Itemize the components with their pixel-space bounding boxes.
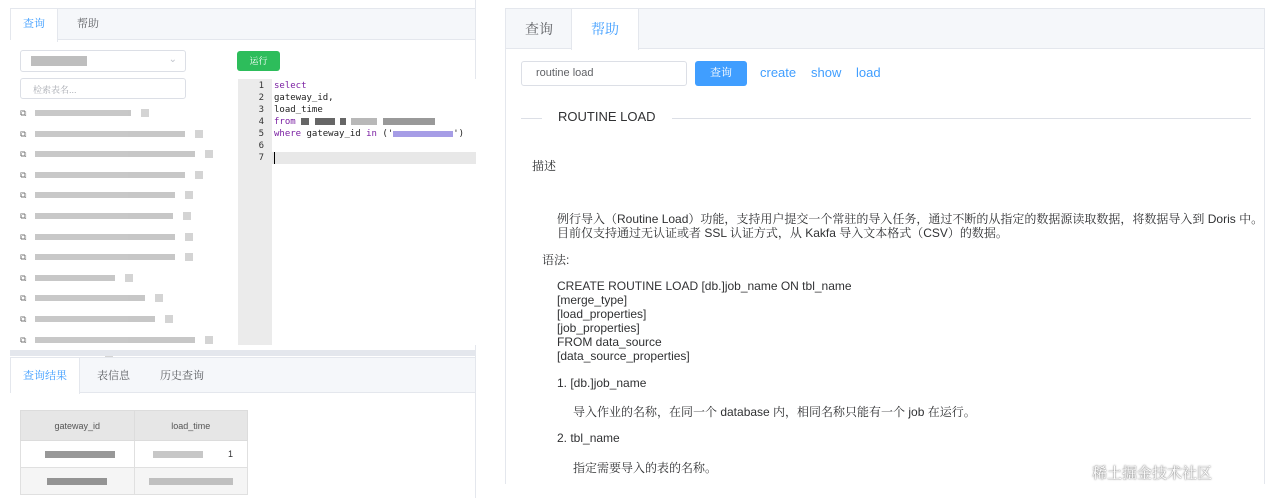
table-list-item[interactable] [20,104,220,125]
code-identifier: gateway_id [301,129,367,139]
redacted-text [47,478,107,485]
keyword-in: in [366,129,377,139]
copy-icon[interactable]: ⧉ [20,313,27,324]
redacted-text [340,118,346,125]
desc-label: 描述 [532,159,557,173]
table-list-item[interactable] [20,166,220,187]
table-list-item[interactable] [20,269,220,290]
copy-icon[interactable]: ⧉ [20,210,27,221]
column-header: gateway_id [21,411,135,441]
table-list-item[interactable] [20,248,220,269]
table-name-redacted [35,213,173,219]
keyword-where: where [274,129,302,139]
syntax-line: FROM data_source [557,335,662,349]
line-number: 7 [258,153,264,163]
table-name-redacted [35,192,175,198]
line-number: 4 [258,117,264,127]
tab-query[interactable]: 查询 [525,21,553,37]
table-cell [21,441,135,468]
tab-query[interactable]: 查询 [11,9,58,42]
line-number: 1 [258,81,264,91]
redacted-text [301,118,309,125]
syntax-line: [job_properties] [557,321,640,335]
tab-help[interactable]: 帮助 [571,9,639,50]
copy-icon[interactable]: ⧉ [20,231,27,242]
table-header-row [21,411,248,441]
line-number: 5 [258,129,264,139]
active-line-highlight [272,152,476,164]
table-name-redacted [35,337,195,343]
redacted-text [45,451,115,458]
keyword-from: from [274,117,296,127]
table-cell [134,468,247,495]
redacted-text [393,131,453,137]
help-search-button[interactable]: 查询 [695,61,747,86]
line-number: 3 [258,105,264,115]
table-list-item[interactable] [20,186,220,207]
param-title: 1. [db.]job_name [557,376,647,390]
table-name-redacted [35,151,195,157]
table-name-redacted [35,234,175,240]
param-desc: 导入作业的名称，在同一个 database 内，相同名称只能有一个 job 在运行。 [573,405,976,419]
table-list-item[interactable] [20,207,220,228]
help-pane [505,8,1265,484]
table-name-redacted [35,275,115,281]
help-search-input[interactable]: routine load [521,61,687,86]
param-title: 2. tbl_name [557,431,620,445]
redacted-text [383,118,435,125]
table-row [21,441,248,468]
copy-icon[interactable]: ⧉ [20,272,27,283]
copy-icon[interactable]: ⧉ [20,293,27,304]
code-punct: (' [376,129,394,139]
table-name-redacted [35,131,185,137]
tab-help[interactable]: 帮助 [77,18,99,30]
table-list-item[interactable] [20,145,220,166]
copy-icon[interactable]: ⧉ [20,334,27,345]
chevron-down-icon: ⌄ [168,54,177,65]
code-punct: ') [453,129,465,139]
copy-icon[interactable]: ⧉ [20,128,27,139]
syntax-line: [data_source_properties] [557,349,690,363]
database-select-value-redacted [31,56,87,66]
link-show[interactable]: show [811,65,842,80]
syntax-line: [merge_type] [557,293,628,307]
right-tabbar [506,9,1265,49]
cell-value: 1 [227,449,233,459]
code-line-5 [274,129,464,139]
table-list-item[interactable] [20,228,220,249]
column-header: load_time [134,411,247,441]
table-list-item[interactable] [20,331,220,352]
table-name-redacted [35,254,175,260]
table-list-item[interactable] [20,289,220,310]
code-line-4 [274,117,435,127]
table-name-redacted [35,172,185,178]
table-cell [134,441,247,468]
tab-table-info[interactable]: 表信息 [97,370,130,382]
code-line-1: select [274,81,307,91]
copy-icon[interactable]: ⧉ [20,169,27,180]
table-cell [21,468,135,495]
redacted-text [315,118,335,125]
copy-icon[interactable]: ⧉ [20,149,27,160]
result-tabbar [10,357,476,393]
copy-icon[interactable]: ⧉ [20,252,27,263]
line-number: 6 [258,141,264,151]
sql-query-pane [0,0,476,498]
syntax-line: CREATE ROUTINE LOAD [db.]job_name ON tbl_name [557,279,852,293]
syntax-label: 语法: [542,253,570,267]
table-name-redacted [35,110,131,116]
syntax-line: [load_properties] [557,307,647,321]
result-table [20,410,248,495]
code-line-2: gateway_id, [274,93,334,103]
site-watermark: 稀土掘金技术社区 [1092,465,1213,482]
desc-line-2: 目前仅支持通过无认证或者 SSL 认证方式，从 Kakfa 导入文本格式（CSV）的数据。 [557,226,1008,240]
table-row [21,468,248,495]
line-number-gutter [238,79,272,345]
pane-splitter[interactable] [10,350,476,356]
desc-line-1: 例行导入（Routine Load）功能，支持用户提交一个常驻的导入任务，通过不断的从指定的数据源读取数据，将数据导入到 Doris 中。 [557,212,1264,226]
table-list [20,104,220,372]
text-cursor [274,152,275,164]
table-list-item[interactable] [20,125,220,146]
link-load[interactable]: load [856,65,881,80]
table-search-input[interactable]: 检索表名... [20,78,186,99]
sql-editor[interactable] [238,79,476,345]
left-tabbar [10,8,476,40]
run-button[interactable]: 运行 [237,51,280,71]
tab-query-history[interactable]: 历史查询 [160,370,204,382]
param-desc: 指定需要导入的表的名称。 [573,461,718,475]
section-title: ROUTINE LOAD [542,109,672,124]
code-line-3: load_time [274,105,323,115]
copy-icon[interactable]: ⧉ [20,108,27,118]
line-number: 2 [258,93,264,103]
redacted-text [149,478,233,485]
table-list-item[interactable] [20,310,220,331]
redacted-text [351,118,377,125]
table-name-redacted [35,295,145,301]
database-select[interactable] [20,50,186,72]
tab-query-result[interactable]: 查询结果 [11,358,80,394]
redacted-text [153,451,203,458]
link-create[interactable]: create [760,65,797,80]
copy-icon[interactable]: ⧉ [20,190,27,201]
table-name-redacted [35,316,155,322]
